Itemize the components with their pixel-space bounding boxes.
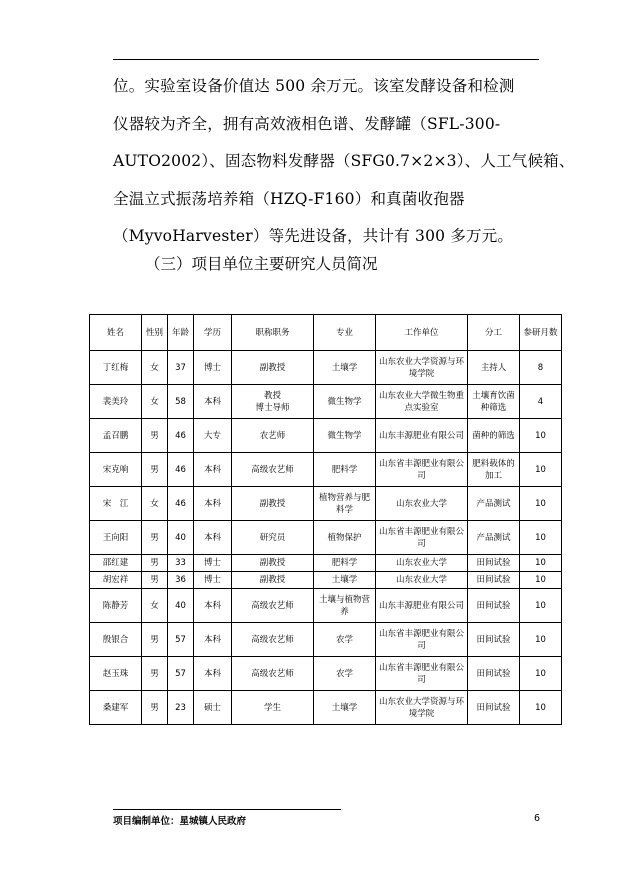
cell-title: 农艺师 [232, 419, 314, 453]
cell-age: 57 [168, 657, 194, 691]
section-heading: （三）项目单位主要研究人员简况 [145, 255, 378, 273]
body-line: 全温立式振荡培养箱（HZQ-F160）和真菌收孢器 [113, 189, 465, 208]
header-cell-name: 姓名 [90, 315, 142, 351]
cell-months: 10 [520, 589, 562, 623]
cell-gender: 男 [142, 572, 168, 589]
cell-role: 田间试验 [468, 623, 520, 657]
header-cell-major: 专业 [314, 315, 376, 351]
cell-title: 高级农艺师 [232, 657, 314, 691]
cell-workplace: 山东省丰源肥业有限公司 [376, 453, 468, 487]
table-row [90, 555, 562, 572]
cell-major: 土壤学 [314, 572, 376, 589]
cell-major: 农学 [314, 623, 376, 657]
cell-gender: 女 [142, 589, 168, 623]
header-cell-title: 职称职务 [232, 315, 314, 351]
footer-unit: 项目编制单位：星城镇人民政府 [113, 816, 247, 827]
cell-age: 46 [168, 419, 194, 453]
cell-months: 10 [520, 521, 562, 555]
cell-workplace: 山东农业大学 [376, 487, 468, 521]
cell-major: 土壤学 [314, 351, 376, 385]
table-row [90, 453, 562, 487]
cell-role: 产品测试 [468, 521, 520, 555]
cell-months: 8 [520, 351, 562, 385]
cell-role: 产品测试 [468, 487, 520, 521]
cell-major: 肥料学 [314, 453, 376, 487]
cell-workplace: 山东丰源肥业有限公司 [376, 419, 468, 453]
cell-workplace: 山东农业大学资源与环境学院 [376, 691, 468, 725]
table-header-row [90, 315, 562, 351]
cell-months: 4 [520, 385, 562, 419]
cell-name: 邵红建 [90, 555, 142, 572]
cell-gender: 男 [142, 453, 168, 487]
cell-title: 研究员 [232, 521, 314, 555]
cell-name: 裴美玲 [90, 385, 142, 419]
body-line: AUTO2002）、固态物料发酵器（SFG0.7×2×3）、人工气候箱、 [113, 152, 575, 170]
cell-name: 孟召鹏 [90, 419, 142, 453]
cell-title: 副教授 [232, 487, 314, 521]
cell-education: 博士 [194, 555, 232, 572]
cell-major: 农学 [314, 657, 376, 691]
cell-name: 殷银合 [90, 623, 142, 657]
cell-major: 肥料学 [314, 555, 376, 572]
cell-title: 高级农艺师 [232, 453, 314, 487]
table-row [90, 691, 562, 725]
cell-gender: 女 [142, 385, 168, 419]
cell-education: 博士 [194, 351, 232, 385]
cell-months: 10 [520, 623, 562, 657]
cell-title: 教授 博士导师 [232, 385, 314, 419]
cell-months: 10 [520, 691, 562, 725]
cell-education: 本科 [194, 521, 232, 555]
cell-major: 土壤学 [314, 691, 376, 725]
cell-title: 副教授 [232, 555, 314, 572]
cell-workplace: 山东丰源肥业有限公司 [376, 589, 468, 623]
table-row [90, 521, 562, 555]
cell-title: 学生 [232, 691, 314, 725]
cell-education: 本科 [194, 385, 232, 419]
table-row [90, 419, 562, 453]
body-line: （MyvoHarvester）等先进设备，共计有 300 多万元。 [113, 227, 514, 245]
cell-age: 46 [168, 453, 194, 487]
page-number: 6 [534, 813, 541, 824]
cell-name: 桑建军 [90, 691, 142, 725]
cell-age: 23 [168, 691, 194, 725]
table-row [90, 385, 562, 419]
cell-education: 本科 [194, 453, 232, 487]
cell-gender: 男 [142, 691, 168, 725]
cell-name: 陈静芳 [90, 589, 142, 623]
header-cell-education: 学历 [194, 315, 232, 351]
cell-role: 土壤育饮菌种筛选 [468, 385, 520, 419]
table-row [90, 487, 562, 521]
cell-age: 37 [168, 351, 194, 385]
cell-age: 36 [168, 572, 194, 589]
cell-title: 高级农艺师 [232, 589, 314, 623]
header-cell-gender: 性别 [142, 315, 168, 351]
cell-name: 胡宏祥 [90, 572, 142, 589]
cell-gender: 男 [142, 419, 168, 453]
cell-title: 副教授 [232, 351, 314, 385]
cell-name: 丁红梅 [90, 351, 142, 385]
header-cell-role: 分工 [468, 315, 520, 351]
cell-major: 微生物学 [314, 385, 376, 419]
cell-title: 副教授 [232, 572, 314, 589]
body-line: 位。实验室设备价值达 500 余万元。该室发酵设备和检测 [113, 77, 515, 95]
cell-months: 10 [520, 572, 562, 589]
table-row [90, 657, 562, 691]
cell-months: 10 [520, 419, 562, 453]
footer-rule [113, 809, 341, 810]
cell-months: 10 [520, 487, 562, 521]
cell-gender: 男 [142, 657, 168, 691]
cell-role: 田间试验 [468, 572, 520, 589]
header-cell-months: 参研月数 [520, 315, 562, 351]
body-line: 仪器较为齐全，拥有高效液相色谱、发酵罐（SFL-300- [113, 114, 501, 133]
cell-education: 本科 [194, 623, 232, 657]
cell-major: 植物保护 [314, 521, 376, 555]
cell-age: 58 [168, 385, 194, 419]
cell-age: 57 [168, 623, 194, 657]
cell-major: 土壤与植物营养 [314, 589, 376, 623]
cell-workplace: 山东省丰源肥业有限公司 [376, 623, 468, 657]
cell-gender: 女 [142, 487, 168, 521]
cell-gender: 女 [142, 351, 168, 385]
cell-education: 本科 [194, 657, 232, 691]
cell-age: 33 [168, 555, 194, 572]
cell-education: 硕士 [194, 691, 232, 725]
cell-role: 田间试验 [468, 589, 520, 623]
cell-age: 40 [168, 521, 194, 555]
cell-education: 本科 [194, 487, 232, 521]
cell-months: 10 [520, 657, 562, 691]
cell-role: 菌种的筛选 [468, 419, 520, 453]
cell-role: 田间试验 [468, 555, 520, 572]
cell-workplace: 山东农业大学 [376, 572, 468, 589]
cell-gender: 男 [142, 623, 168, 657]
header-cell-workplace: 工作单位 [376, 315, 468, 351]
cell-age: 40 [168, 589, 194, 623]
cell-gender: 男 [142, 555, 168, 572]
cell-major: 微生物学 [314, 419, 376, 453]
cell-workplace: 山东省丰源肥业有限公司 [376, 521, 468, 555]
cell-workplace: 山东农业大学微生物重点实验室 [376, 385, 468, 419]
cell-workplace: 山东省丰源肥业有限公司 [376, 657, 468, 691]
cell-education: 大专 [194, 419, 232, 453]
table-row [90, 589, 562, 623]
header-rule [113, 59, 539, 60]
cell-title: 高级农艺师 [232, 623, 314, 657]
body-paragraph [113, 68, 575, 256]
table-row [90, 623, 562, 657]
header-cell-age: 年龄 [168, 315, 194, 351]
cell-major: 植物营养与肥料学 [314, 487, 376, 521]
cell-age: 46 [168, 487, 194, 521]
cell-role: 主持人 [468, 351, 520, 385]
cell-education: 本科 [194, 589, 232, 623]
staff-table [89, 314, 562, 725]
cell-workplace: 山东农业大学 [376, 555, 468, 572]
cell-education: 博士 [194, 572, 232, 589]
cell-gender: 男 [142, 521, 168, 555]
cell-months: 10 [520, 555, 562, 572]
table-row [90, 572, 562, 589]
cell-name: 宋克响 [90, 453, 142, 487]
cell-name: 赵玉珠 [90, 657, 142, 691]
cell-name: 王向阳 [90, 521, 142, 555]
cell-role: 田间试验 [468, 691, 520, 725]
cell-role: 田间试验 [468, 657, 520, 691]
cell-name: 宋 江 [90, 487, 142, 521]
cell-role: 肥料载体的加工 [468, 453, 520, 487]
table-row [90, 351, 562, 385]
cell-months: 10 [520, 453, 562, 487]
cell-workplace: 山东农业大学资源与环境学院 [376, 351, 468, 385]
